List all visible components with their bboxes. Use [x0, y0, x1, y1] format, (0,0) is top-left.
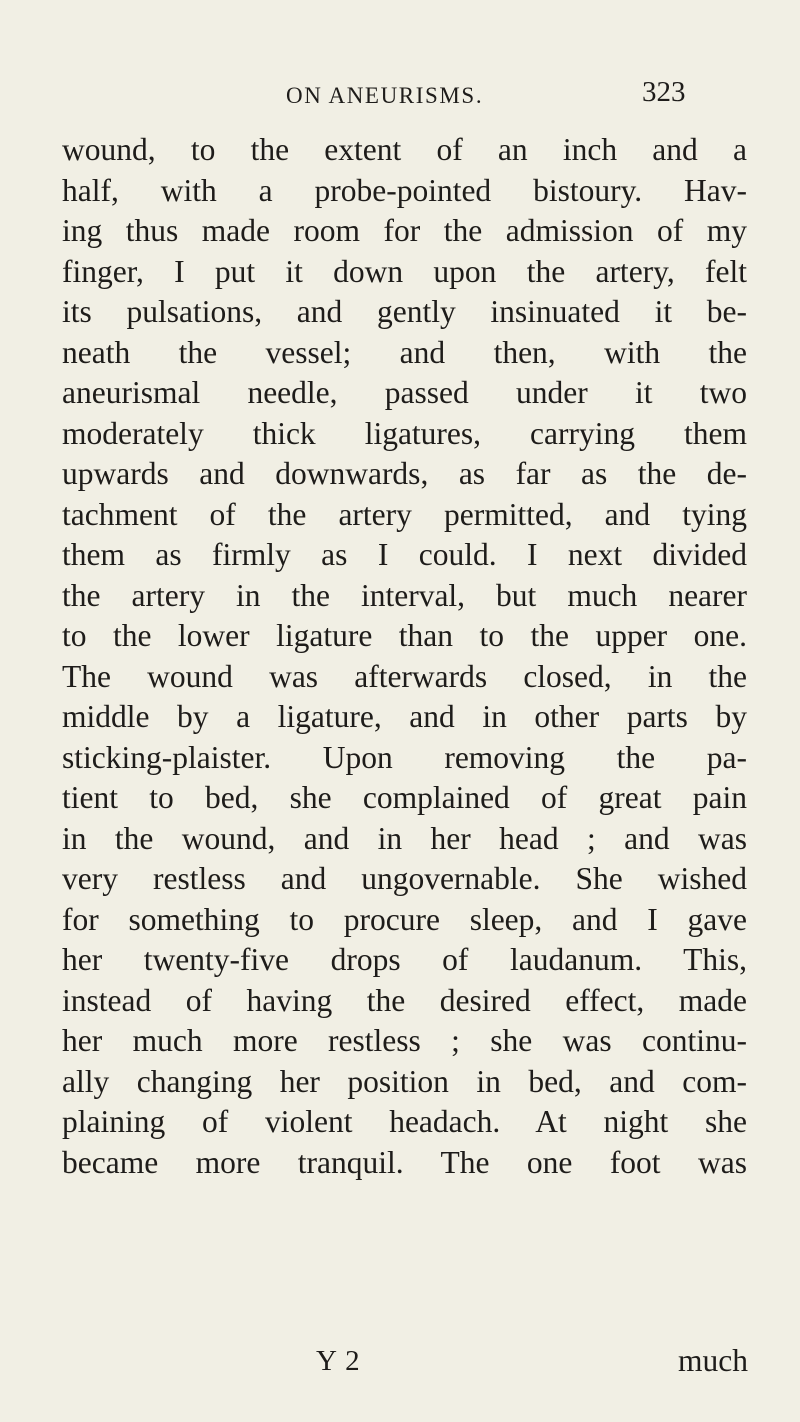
- text-line: upwards and downwards, as far as the de-: [62, 456, 747, 491]
- text-line: sticking-plaister. Upon removing the pa-: [62, 739, 747, 775]
- text-line: instead of having the desired effect, made: [62, 982, 747, 1018]
- page-footer: [0, 1340, 800, 1382]
- text-line: very restless and ungovernable. She wished: [62, 861, 747, 896]
- text-line: wound, to the extent of an inch and a: [62, 132, 747, 167]
- text-line: her twenty-five drops of laudanum. This,: [62, 942, 747, 977]
- text-line: plaining of violent headach. At night she: [62, 1104, 747, 1139]
- text-line: The wound was afterwards closed, in the: [62, 658, 747, 694]
- text-line: its pulsations, and gently insinuated it be-: [62, 294, 747, 329]
- text-line: the artery in the interval, but much nearer: [62, 577, 747, 613]
- text-line: tient to bed, she complained of great pain: [62, 780, 747, 815]
- text-line: finger, I put it down upon the artery, felt: [62, 253, 747, 289]
- text-line: aneurismal needle, passed under it two: [62, 375, 747, 410]
- body-text: [62, 130, 747, 1183]
- text-line: ally changing her position in bed, and com-: [62, 1063, 747, 1099]
- text-line: moderately thick ligatures, carrying them: [62, 415, 747, 451]
- catchword: much: [678, 1343, 748, 1378]
- running-head: [0, 76, 800, 116]
- text-line: her much more restless ; she was continu-: [62, 1023, 747, 1058]
- text-line: became more tranquil. The one foot was: [62, 1144, 747, 1180]
- text-line: middle by a ligature, and in other parts by: [62, 699, 747, 734]
- signature-mark: Y 2: [316, 1345, 361, 1377]
- page-number: 323: [642, 76, 686, 108]
- text-line: to the lower ligature than to the upper one.: [62, 618, 747, 653]
- text-line: tachment of the artery permitted, and tying: [62, 496, 747, 532]
- text-line: ing thus made room for the admission of my: [62, 213, 747, 248]
- text-line: half, with a probe-pointed bistoury. Hav-: [62, 172, 747, 208]
- text-line: neath the vessel; and then, with the: [62, 334, 747, 370]
- running-title: ON ANEURISMS.: [286, 83, 484, 108]
- text-line: them as firmly as I could. I next divided: [62, 537, 747, 572]
- text-line: in the wound, and in her head ; and was: [62, 820, 747, 856]
- text-line: for something to procure sleep, and I gave: [62, 901, 747, 937]
